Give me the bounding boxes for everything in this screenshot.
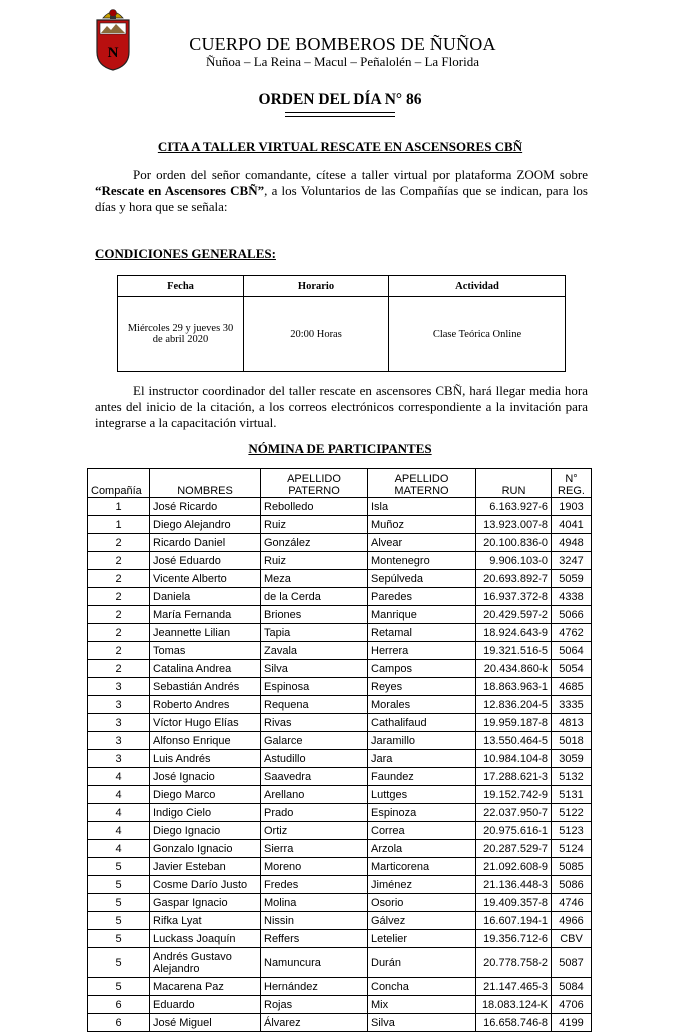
cell-run: 19.152.742-9 bbox=[476, 786, 552, 804]
participant-row bbox=[88, 714, 592, 732]
participant-row bbox=[88, 876, 592, 894]
cell-apellido-paterno: Reffers bbox=[261, 930, 368, 948]
cell-apellido-paterno: Sierra bbox=[261, 840, 368, 858]
cell-apellido-paterno: Astudillo bbox=[261, 750, 368, 768]
cell-apellido-materno: Mix bbox=[368, 996, 476, 1014]
cell-run: 21.136.448-3 bbox=[476, 876, 552, 894]
cell-reg: 5086 bbox=[552, 876, 592, 894]
cell-apellido-paterno: Meza bbox=[261, 570, 368, 588]
cell-nombres: Luckass Joaquín bbox=[150, 930, 261, 948]
cell-nombres: José Ignacio bbox=[150, 768, 261, 786]
cell-run: 10.984.104-8 bbox=[476, 750, 552, 768]
cell-apellido-paterno: Rebolledo bbox=[261, 498, 368, 516]
conditions-horario: 20:00 Horas bbox=[244, 297, 389, 372]
intro-text-end: , a los Voluntarios de las Compañías que se indican, para los días y hora que se señala: bbox=[95, 183, 588, 214]
participant-row bbox=[88, 1014, 592, 1032]
cell-apellido-materno: Montenegro bbox=[368, 552, 476, 570]
cell-nombres: José Miguel bbox=[150, 1014, 261, 1032]
cell-reg: 4706 bbox=[552, 996, 592, 1014]
cell-compania: 4 bbox=[88, 786, 150, 804]
cell-run: 16.937.372-8 bbox=[476, 588, 552, 606]
cell-reg: 4199 bbox=[552, 1014, 592, 1032]
cell-reg: 4041 bbox=[552, 516, 592, 534]
cell-reg: 5087 bbox=[552, 948, 592, 978]
cell-nombres: Diego Marco bbox=[150, 786, 261, 804]
cell-compania: 5 bbox=[88, 948, 150, 978]
cell-compania: 2 bbox=[88, 660, 150, 678]
cell-apellido-paterno: Espinosa bbox=[261, 678, 368, 696]
cell-compania: 2 bbox=[88, 588, 150, 606]
cell-run: 18.863.963-1 bbox=[476, 678, 552, 696]
cell-apellido-paterno: Ruiz bbox=[261, 516, 368, 534]
cell-reg: 3059 bbox=[552, 750, 592, 768]
cell-nombres: Tomas bbox=[150, 642, 261, 660]
cell-apellido-materno: Luttges bbox=[368, 786, 476, 804]
cell-apellido-materno: Manrique bbox=[368, 606, 476, 624]
cell-reg: 5131 bbox=[552, 786, 592, 804]
cell-reg: CBV bbox=[552, 930, 592, 948]
cell-apellido-materno: Alvear bbox=[368, 534, 476, 552]
cell-apellido-paterno: Ruiz bbox=[261, 552, 368, 570]
cell-compania: 2 bbox=[88, 624, 150, 642]
cell-compania: 5 bbox=[88, 912, 150, 930]
cell-run: 21.092.608-9 bbox=[476, 858, 552, 876]
cell-compania: 3 bbox=[88, 678, 150, 696]
shield-emblem-icon bbox=[95, 4, 131, 72]
cell-run: 20.778.758-2 bbox=[476, 948, 552, 978]
intro-bold-topic: “Rescate en Ascensores CBÑ” bbox=[95, 183, 265, 198]
cell-reg: 4948 bbox=[552, 534, 592, 552]
cell-apellido-paterno: Zavala bbox=[261, 642, 368, 660]
participant-row bbox=[88, 642, 592, 660]
participant-row bbox=[88, 804, 592, 822]
participant-row bbox=[88, 516, 592, 534]
cell-nombres: Macarena Paz bbox=[150, 978, 261, 996]
cell-apellido-paterno: Moreno bbox=[261, 858, 368, 876]
order-title: ORDEN DEL DÍA N° 86 bbox=[258, 91, 422, 108]
cell-apellido-paterno: Molina bbox=[261, 894, 368, 912]
cell-compania: 6 bbox=[88, 1014, 150, 1032]
cell-apellido-materno: Arzola bbox=[368, 840, 476, 858]
cell-nombres: Eduardo bbox=[150, 996, 261, 1014]
cell-run: 19.409.357-8 bbox=[476, 894, 552, 912]
cell-nombres: Vicente Alberto bbox=[150, 570, 261, 588]
cell-compania: 3 bbox=[88, 732, 150, 750]
cell-apellido-materno: Marticorena bbox=[368, 858, 476, 876]
cell-run: 22.037.950-7 bbox=[476, 804, 552, 822]
cell-apellido-paterno: Saavedra bbox=[261, 768, 368, 786]
cell-run: 20.693.892-7 bbox=[476, 570, 552, 588]
cell-run: 13.550.464-5 bbox=[476, 732, 552, 750]
cell-reg: 5122 bbox=[552, 804, 592, 822]
instructions-paragraph bbox=[95, 383, 588, 431]
cell-apellido-materno: Herrera bbox=[368, 642, 476, 660]
cell-reg: 3335 bbox=[552, 696, 592, 714]
cell-apellido-materno: Reyes bbox=[368, 678, 476, 696]
cell-apellido-paterno: Fredes bbox=[261, 876, 368, 894]
cell-nombres: Gaspar Ignacio bbox=[150, 894, 261, 912]
cell-run: 18.083.124-K bbox=[476, 996, 552, 1014]
participant-row bbox=[88, 660, 592, 678]
participant-row bbox=[88, 894, 592, 912]
participant-row bbox=[88, 696, 592, 714]
cell-compania: 2 bbox=[88, 606, 150, 624]
cell-apellido-paterno: Silva bbox=[261, 660, 368, 678]
cell-apellido-materno: Isla bbox=[368, 498, 476, 516]
cell-reg: 4685 bbox=[552, 678, 592, 696]
cell-reg: 5132 bbox=[552, 768, 592, 786]
cell-nombres: Ricardo Daniel bbox=[150, 534, 261, 552]
cell-run: 16.658.746-8 bbox=[476, 1014, 552, 1032]
cell-nombres: Javier Esteban bbox=[150, 858, 261, 876]
participant-row bbox=[88, 948, 592, 978]
cell-nombres: Andrés Gustavo Alejandro bbox=[150, 948, 261, 978]
participant-row bbox=[88, 570, 592, 588]
cell-reg: 5054 bbox=[552, 660, 592, 678]
cell-reg: 5084 bbox=[552, 978, 592, 996]
cell-nombres: Gonzalo Ignacio bbox=[150, 840, 261, 858]
cell-compania: 3 bbox=[88, 714, 150, 732]
conditions-header-horario: Horario bbox=[244, 276, 389, 297]
cell-apellido-materno: Correa bbox=[368, 822, 476, 840]
cell-apellido-materno: Jara bbox=[368, 750, 476, 768]
col-header-run: RUN bbox=[476, 469, 552, 498]
conditions-title: CONDICIONES GENERALES: bbox=[95, 246, 276, 261]
participant-row bbox=[88, 606, 592, 624]
cell-apellido-materno: Gálvez bbox=[368, 912, 476, 930]
participant-row bbox=[88, 768, 592, 786]
cell-compania: 3 bbox=[88, 696, 150, 714]
cell-run: 20.434.860-k bbox=[476, 660, 552, 678]
cell-apellido-paterno: Ortiz bbox=[261, 822, 368, 840]
cell-apellido-paterno: Álvarez bbox=[261, 1014, 368, 1032]
participant-row bbox=[88, 912, 592, 930]
cell-reg: 4338 bbox=[552, 588, 592, 606]
participant-row bbox=[88, 930, 592, 948]
participants-header-row bbox=[88, 469, 592, 498]
cell-compania: 5 bbox=[88, 978, 150, 996]
title-double-rule bbox=[285, 112, 395, 117]
cell-apellido-materno: Morales bbox=[368, 696, 476, 714]
conditions-fecha: Miércoles 29 y jueves 30 de abril 2020 bbox=[118, 297, 244, 372]
cell-apellido-materno: Paredes bbox=[368, 588, 476, 606]
cell-compania: 2 bbox=[88, 570, 150, 588]
cell-apellido-paterno: Tapia bbox=[261, 624, 368, 642]
conditions-table bbox=[117, 275, 566, 372]
participant-row bbox=[88, 732, 592, 750]
cell-run: 16.607.194-1 bbox=[476, 912, 552, 930]
cell-apellido-materno: Cathalifaud bbox=[368, 714, 476, 732]
col-header-compania: Compañía bbox=[88, 469, 150, 498]
participants-body bbox=[88, 498, 592, 1032]
cell-compania: 5 bbox=[88, 876, 150, 894]
cell-compania: 5 bbox=[88, 858, 150, 876]
cell-run: 19.959.187-8 bbox=[476, 714, 552, 732]
participant-row bbox=[88, 624, 592, 642]
cell-compania: 4 bbox=[88, 822, 150, 840]
cell-compania: 4 bbox=[88, 804, 150, 822]
cell-reg: 4762 bbox=[552, 624, 592, 642]
cell-run: 12.836.204-5 bbox=[476, 696, 552, 714]
cell-apellido-paterno: Briones bbox=[261, 606, 368, 624]
conditions-header-fecha: Fecha bbox=[118, 276, 244, 297]
cell-apellido-paterno: Prado bbox=[261, 804, 368, 822]
participants-table bbox=[87, 468, 592, 1032]
cell-reg: 5085 bbox=[552, 858, 592, 876]
conditions-actividad: Clase Teórica Online bbox=[389, 297, 566, 372]
cell-reg: 5018 bbox=[552, 732, 592, 750]
cell-nombres: Daniela bbox=[150, 588, 261, 606]
cell-compania: 6 bbox=[88, 996, 150, 1014]
cell-run: 6.163.927-6 bbox=[476, 498, 552, 516]
cell-nombres: Víctor Hugo Elías bbox=[150, 714, 261, 732]
cell-compania: 5 bbox=[88, 930, 150, 948]
cell-apellido-materno: Silva bbox=[368, 1014, 476, 1032]
cell-run: 19.356.712-6 bbox=[476, 930, 552, 948]
participant-row bbox=[88, 552, 592, 570]
cell-apellido-paterno: Requena bbox=[261, 696, 368, 714]
cell-nombres: Jeannette Lilian bbox=[150, 624, 261, 642]
participant-row bbox=[88, 750, 592, 768]
cell-apellido-paterno: Hernández bbox=[261, 978, 368, 996]
cell-compania: 2 bbox=[88, 534, 150, 552]
cell-apellido-materno: Espinoza bbox=[368, 804, 476, 822]
col-header-reg: N° REG. bbox=[552, 469, 592, 498]
cell-nombres: Sebastián Andrés bbox=[150, 678, 261, 696]
instructions-text: El instructor coordinador del taller rescate en ascensores CBÑ, hará llegar media hora antes del inicio de la citación, a los correos electrónicos correspondiente a la invitación para integrarse a la capacitación virtual. bbox=[95, 383, 588, 430]
cell-compania: 5 bbox=[88, 894, 150, 912]
participant-row bbox=[88, 840, 592, 858]
cell-apellido-materno: Retamal bbox=[368, 624, 476, 642]
participant-row bbox=[88, 534, 592, 552]
cell-run: 20.100.836-0 bbox=[476, 534, 552, 552]
cell-reg: 5064 bbox=[552, 642, 592, 660]
cell-compania: 4 bbox=[88, 840, 150, 858]
col-header-apellido-materno: APELLIDO MATERNO bbox=[368, 469, 476, 498]
cell-reg: 3247 bbox=[552, 552, 592, 570]
cell-nombres: Diego Alejandro bbox=[150, 516, 261, 534]
cell-apellido-materno: Muñoz bbox=[368, 516, 476, 534]
cell-run: 17.288.621-3 bbox=[476, 768, 552, 786]
organization-communes: Ñuñoa – La Reina – Macul – Peñalolén – La Florida bbox=[206, 54, 479, 69]
participant-row bbox=[88, 498, 592, 516]
cell-nombres: Luis Andrés bbox=[150, 750, 261, 768]
cell-compania: 2 bbox=[88, 552, 150, 570]
cell-reg: 4813 bbox=[552, 714, 592, 732]
cell-apellido-materno: Concha bbox=[368, 978, 476, 996]
intro-text-start: Por orden del señor comandante, cítese a taller virtual por plataforma ZOOM sobre bbox=[133, 167, 588, 182]
cell-nombres: Diego Ignacio bbox=[150, 822, 261, 840]
cell-run: 9.906.103-0 bbox=[476, 552, 552, 570]
participant-row bbox=[88, 978, 592, 996]
participant-row bbox=[88, 588, 592, 606]
cell-run: 20.287.529-7 bbox=[476, 840, 552, 858]
cell-apellido-paterno: Rojas bbox=[261, 996, 368, 1014]
cell-apellido-paterno: Namuncura bbox=[261, 948, 368, 978]
cell-reg: 5066 bbox=[552, 606, 592, 624]
cell-apellido-materno: Jaramillo bbox=[368, 732, 476, 750]
cell-apellido-materno: Faundez bbox=[368, 768, 476, 786]
order-subject: CITA A TALLER VIRTUAL RESCATE EN ASCENSORES CBÑ bbox=[157, 139, 523, 154]
cell-reg: 1903 bbox=[552, 498, 592, 516]
cell-compania: 1 bbox=[88, 516, 150, 534]
cell-apellido-paterno: González bbox=[261, 534, 368, 552]
cell-run: 19.321.516-5 bbox=[476, 642, 552, 660]
cell-nombres: Indigo Cielo bbox=[150, 804, 261, 822]
cell-nombres: María Fernanda bbox=[150, 606, 261, 624]
participant-row bbox=[88, 996, 592, 1014]
cell-nombres: Rifka Lyat bbox=[150, 912, 261, 930]
cell-run: 20.429.597-2 bbox=[476, 606, 552, 624]
col-header-nombres: NOMBRES bbox=[150, 469, 261, 498]
cell-apellido-paterno: Nissin bbox=[261, 912, 368, 930]
cell-nombres: Roberto Andres bbox=[150, 696, 261, 714]
cell-compania: 2 bbox=[88, 642, 150, 660]
cell-compania: 4 bbox=[88, 768, 150, 786]
cell-apellido-materno: Jiménez bbox=[368, 876, 476, 894]
cell-reg: 5124 bbox=[552, 840, 592, 858]
organization-name: CUERPO DE BOMBEROS DE ÑUÑOA bbox=[189, 34, 496, 54]
cell-reg: 5059 bbox=[552, 570, 592, 588]
cell-nombres: Catalina Andrea bbox=[150, 660, 261, 678]
cell-run: 21.147.465-3 bbox=[476, 978, 552, 996]
cell-apellido-materno: Osorio bbox=[368, 894, 476, 912]
participant-row bbox=[88, 678, 592, 696]
cell-apellido-paterno: Arellano bbox=[261, 786, 368, 804]
cell-apellido-materno: Letelier bbox=[368, 930, 476, 948]
cell-reg: 4746 bbox=[552, 894, 592, 912]
cell-apellido-paterno: Galarce bbox=[261, 732, 368, 750]
cell-nombres: José Ricardo bbox=[150, 498, 261, 516]
cell-nombres: Alfonso Enrique bbox=[150, 732, 261, 750]
cell-run: 13.923.007-8 bbox=[476, 516, 552, 534]
participant-row bbox=[88, 858, 592, 876]
col-header-apellido-paterno: APELLIDO PATERNO bbox=[261, 469, 368, 498]
participant-row bbox=[88, 786, 592, 804]
cell-nombres: José Eduardo bbox=[150, 552, 261, 570]
cell-run: 18.924.643-9 bbox=[476, 624, 552, 642]
fire-department-logo bbox=[95, 4, 131, 72]
cell-compania: 1 bbox=[88, 498, 150, 516]
conditions-header-actividad: Actividad bbox=[389, 276, 566, 297]
cell-apellido-materno: Durán bbox=[368, 948, 476, 978]
cell-run: 20.975.616-1 bbox=[476, 822, 552, 840]
participant-row bbox=[88, 822, 592, 840]
cell-apellido-materno: Sepúlveda bbox=[368, 570, 476, 588]
cell-apellido-paterno: Rivas bbox=[261, 714, 368, 732]
logo-letter: N bbox=[107, 45, 119, 61]
cell-apellido-paterno: de la Cerda bbox=[261, 588, 368, 606]
participants-title: NÓMINA DE PARTICIPANTES bbox=[248, 441, 432, 456]
intro-paragraph bbox=[95, 167, 588, 215]
cell-reg: 4966 bbox=[552, 912, 592, 930]
cell-reg: 5123 bbox=[552, 822, 592, 840]
cell-compania: 3 bbox=[88, 750, 150, 768]
cell-apellido-materno: Campos bbox=[368, 660, 476, 678]
cell-nombres: Cosme Darío Justo bbox=[150, 876, 261, 894]
